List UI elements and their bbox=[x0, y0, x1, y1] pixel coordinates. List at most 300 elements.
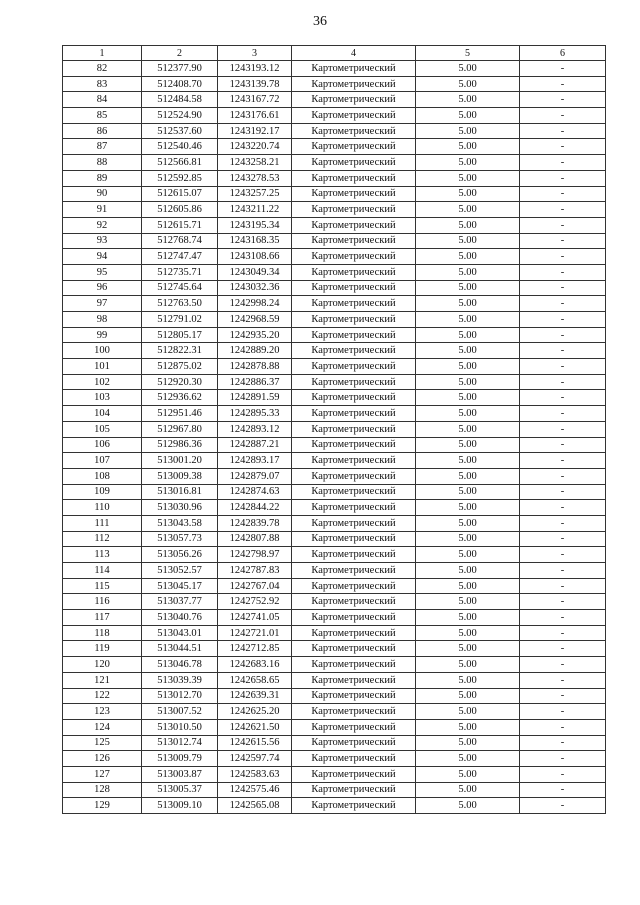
y-coordinate-cell: 1242807.88 bbox=[218, 531, 292, 547]
table-row bbox=[63, 531, 606, 547]
x-coordinate-cell: 512484.58 bbox=[142, 92, 218, 108]
method-cell: Картометрический bbox=[292, 343, 416, 359]
x-coordinate-cell: 512920.30 bbox=[142, 374, 218, 390]
method-cell: Картометрический bbox=[292, 390, 416, 406]
accuracy-cell: 5.00 bbox=[416, 296, 520, 312]
method-cell: Картометрический bbox=[292, 453, 416, 469]
accuracy-cell: 5.00 bbox=[416, 343, 520, 359]
point-number-cell: 109 bbox=[63, 484, 142, 500]
accuracy-cell: 5.00 bbox=[416, 672, 520, 688]
x-coordinate-cell: 513009.38 bbox=[142, 468, 218, 484]
note-cell: - bbox=[520, 468, 606, 484]
page-number: 36 bbox=[313, 14, 327, 29]
table-row bbox=[63, 186, 606, 202]
method-cell: Картометрический bbox=[292, 798, 416, 814]
note-cell: - bbox=[520, 421, 606, 437]
note-cell: - bbox=[520, 359, 606, 375]
x-coordinate-cell: 512747.47 bbox=[142, 249, 218, 265]
method-cell: Картометрический bbox=[292, 186, 416, 202]
accuracy-cell: 5.00 bbox=[416, 719, 520, 735]
accuracy-cell: 5.00 bbox=[416, 547, 520, 563]
point-number-cell: 83 bbox=[63, 76, 142, 92]
table-row bbox=[63, 359, 606, 375]
y-coordinate-cell: 1243139.78 bbox=[218, 76, 292, 92]
method-cell: Картометрический bbox=[292, 327, 416, 343]
note-cell: - bbox=[520, 390, 606, 406]
table-row bbox=[63, 735, 606, 751]
table-row bbox=[63, 76, 606, 92]
note-cell: - bbox=[520, 139, 606, 155]
method-cell: Картометрический bbox=[292, 359, 416, 375]
y-coordinate-cell: 1243176.61 bbox=[218, 108, 292, 124]
y-coordinate-cell: 1243032.36 bbox=[218, 280, 292, 296]
accuracy-cell: 5.00 bbox=[416, 233, 520, 249]
note-cell: - bbox=[520, 217, 606, 233]
accuracy-cell: 5.00 bbox=[416, 766, 520, 782]
note-cell: - bbox=[520, 688, 606, 704]
table-row bbox=[63, 406, 606, 422]
note-cell: - bbox=[520, 453, 606, 469]
point-number-cell: 122 bbox=[63, 688, 142, 704]
table-row bbox=[63, 515, 606, 531]
x-coordinate-cell: 512936.62 bbox=[142, 390, 218, 406]
table-row bbox=[63, 578, 606, 594]
coordinates-table bbox=[62, 45, 606, 814]
accuracy-cell: 5.00 bbox=[416, 437, 520, 453]
accuracy-cell: 5.00 bbox=[416, 531, 520, 547]
table-row bbox=[63, 421, 606, 437]
table-row bbox=[63, 798, 606, 814]
x-coordinate-cell: 513043.01 bbox=[142, 625, 218, 641]
accuracy-cell: 5.00 bbox=[416, 657, 520, 673]
x-coordinate-cell: 512822.31 bbox=[142, 343, 218, 359]
y-coordinate-cell: 1243168.35 bbox=[218, 233, 292, 249]
method-cell: Картометрический bbox=[292, 123, 416, 139]
note-cell: - bbox=[520, 484, 606, 500]
y-coordinate-cell: 1242798.97 bbox=[218, 547, 292, 563]
accuracy-cell: 5.00 bbox=[416, 563, 520, 579]
table-row bbox=[63, 123, 606, 139]
accuracy-cell: 5.00 bbox=[416, 515, 520, 531]
method-cell: Картометрический bbox=[292, 610, 416, 626]
note-cell: - bbox=[520, 76, 606, 92]
y-coordinate-cell: 1243257.25 bbox=[218, 186, 292, 202]
x-coordinate-cell: 512377.90 bbox=[142, 61, 218, 77]
x-coordinate-cell: 513010.50 bbox=[142, 719, 218, 735]
y-coordinate-cell: 1242935.20 bbox=[218, 327, 292, 343]
point-number-cell: 118 bbox=[63, 625, 142, 641]
accuracy-cell: 5.00 bbox=[416, 610, 520, 626]
y-coordinate-cell: 1242767.04 bbox=[218, 578, 292, 594]
accuracy-cell: 5.00 bbox=[416, 704, 520, 720]
table-row bbox=[63, 641, 606, 657]
note-cell: - bbox=[520, 343, 606, 359]
table-row bbox=[63, 594, 606, 610]
table-row bbox=[63, 155, 606, 171]
accuracy-cell: 5.00 bbox=[416, 374, 520, 390]
accuracy-cell: 5.00 bbox=[416, 641, 520, 657]
method-cell: Картометрический bbox=[292, 500, 416, 516]
table-row bbox=[63, 563, 606, 579]
y-coordinate-cell: 1242887.21 bbox=[218, 437, 292, 453]
accuracy-cell: 5.00 bbox=[416, 688, 520, 704]
point-number-cell: 89 bbox=[63, 170, 142, 186]
x-coordinate-cell: 512537.60 bbox=[142, 123, 218, 139]
table-row bbox=[63, 92, 606, 108]
point-number-cell: 114 bbox=[63, 563, 142, 579]
table-row bbox=[63, 657, 606, 673]
note-cell: - bbox=[520, 798, 606, 814]
x-coordinate-cell: 513030.96 bbox=[142, 500, 218, 516]
y-coordinate-cell: 1242741.05 bbox=[218, 610, 292, 626]
table-row bbox=[63, 484, 606, 500]
method-cell: Картометрический bbox=[292, 484, 416, 500]
accuracy-cell: 5.00 bbox=[416, 170, 520, 186]
accuracy-cell: 5.00 bbox=[416, 500, 520, 516]
accuracy-cell: 5.00 bbox=[416, 594, 520, 610]
accuracy-cell: 5.00 bbox=[416, 155, 520, 171]
point-number-cell: 116 bbox=[63, 594, 142, 610]
y-coordinate-cell: 1243049.34 bbox=[218, 264, 292, 280]
accuracy-cell: 5.00 bbox=[416, 186, 520, 202]
accuracy-cell: 5.00 bbox=[416, 312, 520, 328]
x-coordinate-cell: 512566.81 bbox=[142, 155, 218, 171]
x-coordinate-cell: 513045.17 bbox=[142, 578, 218, 594]
table-row bbox=[63, 782, 606, 798]
method-cell: Картометрический bbox=[292, 296, 416, 312]
point-number-cell: 107 bbox=[63, 453, 142, 469]
note-cell: - bbox=[520, 312, 606, 328]
table-row bbox=[63, 390, 606, 406]
method-cell: Картометрический bbox=[292, 76, 416, 92]
point-number-cell: 87 bbox=[63, 139, 142, 155]
accuracy-cell: 5.00 bbox=[416, 735, 520, 751]
method-cell: Картометрический bbox=[292, 641, 416, 657]
y-coordinate-cell: 1242874.63 bbox=[218, 484, 292, 500]
point-number-cell: 129 bbox=[63, 798, 142, 814]
table-row bbox=[63, 139, 606, 155]
table-header-row bbox=[63, 46, 606, 61]
x-coordinate-cell: 512408.70 bbox=[142, 76, 218, 92]
y-coordinate-cell: 1242844.22 bbox=[218, 500, 292, 516]
note-cell: - bbox=[520, 782, 606, 798]
x-coordinate-cell: 512615.71 bbox=[142, 217, 218, 233]
point-number-cell: 108 bbox=[63, 468, 142, 484]
table-row bbox=[63, 202, 606, 218]
note-cell: - bbox=[520, 406, 606, 422]
table-row bbox=[63, 343, 606, 359]
note-cell: - bbox=[520, 374, 606, 390]
table-row bbox=[63, 327, 606, 343]
accuracy-cell: 5.00 bbox=[416, 202, 520, 218]
point-number-cell: 128 bbox=[63, 782, 142, 798]
y-coordinate-cell: 1242597.74 bbox=[218, 751, 292, 767]
table-row bbox=[63, 249, 606, 265]
table-row bbox=[63, 610, 606, 626]
method-cell: Картометрический bbox=[292, 735, 416, 751]
note-cell: - bbox=[520, 625, 606, 641]
note-cell: - bbox=[520, 704, 606, 720]
table-row bbox=[63, 61, 606, 77]
method-cell: Картометрический bbox=[292, 421, 416, 437]
method-cell: Картометрический bbox=[292, 468, 416, 484]
accuracy-cell: 5.00 bbox=[416, 406, 520, 422]
header-cell-col-6: 6 bbox=[520, 46, 606, 61]
x-coordinate-cell: 512605.86 bbox=[142, 202, 218, 218]
accuracy-cell: 5.00 bbox=[416, 484, 520, 500]
x-coordinate-cell: 512875.02 bbox=[142, 359, 218, 375]
note-cell: - bbox=[520, 563, 606, 579]
method-cell: Картометрический bbox=[292, 547, 416, 563]
table-row bbox=[63, 280, 606, 296]
note-cell: - bbox=[520, 249, 606, 265]
method-cell: Картометрический bbox=[292, 515, 416, 531]
x-coordinate-cell: 513005.37 bbox=[142, 782, 218, 798]
note-cell: - bbox=[520, 186, 606, 202]
y-coordinate-cell: 1242893.12 bbox=[218, 421, 292, 437]
table-row bbox=[63, 625, 606, 641]
x-coordinate-cell: 512951.46 bbox=[142, 406, 218, 422]
x-coordinate-cell: 512540.46 bbox=[142, 139, 218, 155]
x-coordinate-cell: 512986.36 bbox=[142, 437, 218, 453]
x-coordinate-cell: 512805.17 bbox=[142, 327, 218, 343]
note-cell: - bbox=[520, 515, 606, 531]
note-cell: - bbox=[520, 531, 606, 547]
accuracy-cell: 5.00 bbox=[416, 76, 520, 92]
accuracy-cell: 5.00 bbox=[416, 123, 520, 139]
accuracy-cell: 5.00 bbox=[416, 264, 520, 280]
x-coordinate-cell: 513052.57 bbox=[142, 563, 218, 579]
method-cell: Картометрический bbox=[292, 704, 416, 720]
header-cell-col-3: 3 bbox=[218, 46, 292, 61]
method-cell: Картометрический bbox=[292, 751, 416, 767]
table-row bbox=[63, 468, 606, 484]
note-cell: - bbox=[520, 578, 606, 594]
table-row bbox=[63, 296, 606, 312]
x-coordinate-cell: 513003.87 bbox=[142, 766, 218, 782]
note-cell: - bbox=[520, 672, 606, 688]
y-coordinate-cell: 1242886.37 bbox=[218, 374, 292, 390]
note-cell: - bbox=[520, 327, 606, 343]
accuracy-cell: 5.00 bbox=[416, 280, 520, 296]
y-coordinate-cell: 1243258.21 bbox=[218, 155, 292, 171]
table-row bbox=[63, 547, 606, 563]
x-coordinate-cell: 512763.50 bbox=[142, 296, 218, 312]
accuracy-cell: 5.00 bbox=[416, 390, 520, 406]
accuracy-cell: 5.00 bbox=[416, 327, 520, 343]
method-cell: Картометрический bbox=[292, 719, 416, 735]
x-coordinate-cell: 512967.80 bbox=[142, 421, 218, 437]
x-coordinate-cell: 512592.85 bbox=[142, 170, 218, 186]
x-coordinate-cell: 513037.77 bbox=[142, 594, 218, 610]
point-number-cell: 119 bbox=[63, 641, 142, 657]
method-cell: Картометрический bbox=[292, 672, 416, 688]
header-cell-col-4: 4 bbox=[292, 46, 416, 61]
point-number-cell: 112 bbox=[63, 531, 142, 547]
table-row bbox=[63, 108, 606, 124]
method-cell: Картометрический bbox=[292, 578, 416, 594]
point-number-cell: 113 bbox=[63, 547, 142, 563]
point-number-cell: 96 bbox=[63, 280, 142, 296]
point-number-cell: 120 bbox=[63, 657, 142, 673]
method-cell: Картометрический bbox=[292, 264, 416, 280]
table-row bbox=[63, 312, 606, 328]
method-cell: Картометрический bbox=[292, 202, 416, 218]
y-coordinate-cell: 1242683.16 bbox=[218, 657, 292, 673]
y-coordinate-cell: 1242712.85 bbox=[218, 641, 292, 657]
y-coordinate-cell: 1242721.01 bbox=[218, 625, 292, 641]
x-coordinate-cell: 513012.70 bbox=[142, 688, 218, 704]
table-row bbox=[63, 374, 606, 390]
point-number-cell: 111 bbox=[63, 515, 142, 531]
method-cell: Картометрический bbox=[292, 766, 416, 782]
note-cell: - bbox=[520, 594, 606, 610]
note-cell: - bbox=[520, 735, 606, 751]
method-cell: Картометрический bbox=[292, 688, 416, 704]
method-cell: Картометрический bbox=[292, 61, 416, 77]
x-coordinate-cell: 512524.90 bbox=[142, 108, 218, 124]
note-cell: - bbox=[520, 610, 606, 626]
note-cell: - bbox=[520, 233, 606, 249]
accuracy-cell: 5.00 bbox=[416, 751, 520, 767]
method-cell: Картометрический bbox=[292, 437, 416, 453]
method-cell: Картометрический bbox=[292, 139, 416, 155]
y-coordinate-cell: 1243193.12 bbox=[218, 61, 292, 77]
point-number-cell: 85 bbox=[63, 108, 142, 124]
note-cell: - bbox=[520, 155, 606, 171]
accuracy-cell: 5.00 bbox=[416, 359, 520, 375]
y-coordinate-cell: 1242615.56 bbox=[218, 735, 292, 751]
method-cell: Картометрический bbox=[292, 92, 416, 108]
y-coordinate-cell: 1242839.78 bbox=[218, 515, 292, 531]
y-coordinate-cell: 1242968.59 bbox=[218, 312, 292, 328]
table-row bbox=[63, 233, 606, 249]
point-number-cell: 115 bbox=[63, 578, 142, 594]
note-cell: - bbox=[520, 264, 606, 280]
table-row bbox=[63, 719, 606, 735]
table-row bbox=[63, 766, 606, 782]
point-number-cell: 99 bbox=[63, 327, 142, 343]
y-coordinate-cell: 1242621.50 bbox=[218, 719, 292, 735]
point-number-cell: 126 bbox=[63, 751, 142, 767]
y-coordinate-cell: 1243167.72 bbox=[218, 92, 292, 108]
point-number-cell: 125 bbox=[63, 735, 142, 751]
table-row bbox=[63, 437, 606, 453]
note-cell: - bbox=[520, 719, 606, 735]
point-number-cell: 92 bbox=[63, 217, 142, 233]
table-row bbox=[63, 217, 606, 233]
accuracy-cell: 5.00 bbox=[416, 468, 520, 484]
accuracy-cell: 5.00 bbox=[416, 421, 520, 437]
point-number-cell: 90 bbox=[63, 186, 142, 202]
note-cell: - bbox=[520, 170, 606, 186]
x-coordinate-cell: 512791.02 bbox=[142, 312, 218, 328]
y-coordinate-cell: 1242878.88 bbox=[218, 359, 292, 375]
x-coordinate-cell: 513007.52 bbox=[142, 704, 218, 720]
y-coordinate-cell: 1243195.34 bbox=[218, 217, 292, 233]
method-cell: Картометрический bbox=[292, 233, 416, 249]
header-cell-col-2: 2 bbox=[142, 46, 218, 61]
note-cell: - bbox=[520, 280, 606, 296]
table-row bbox=[63, 170, 606, 186]
method-cell: Картометрический bbox=[292, 280, 416, 296]
y-coordinate-cell: 1242879.07 bbox=[218, 468, 292, 484]
method-cell: Картометрический bbox=[292, 406, 416, 422]
note-cell: - bbox=[520, 766, 606, 782]
y-coordinate-cell: 1242583.63 bbox=[218, 766, 292, 782]
y-coordinate-cell: 1243192.17 bbox=[218, 123, 292, 139]
y-coordinate-cell: 1243220.74 bbox=[218, 139, 292, 155]
point-number-cell: 101 bbox=[63, 359, 142, 375]
method-cell: Картометрический bbox=[292, 374, 416, 390]
point-number-cell: 104 bbox=[63, 406, 142, 422]
method-cell: Картометрический bbox=[292, 170, 416, 186]
point-number-cell: 86 bbox=[63, 123, 142, 139]
point-number-cell: 93 bbox=[63, 233, 142, 249]
x-coordinate-cell: 513009.10 bbox=[142, 798, 218, 814]
y-coordinate-cell: 1242895.33 bbox=[218, 406, 292, 422]
x-coordinate-cell: 513043.58 bbox=[142, 515, 218, 531]
note-cell: - bbox=[520, 751, 606, 767]
x-coordinate-cell: 513044.51 bbox=[142, 641, 218, 657]
y-coordinate-cell: 1242565.08 bbox=[218, 798, 292, 814]
x-coordinate-cell: 513046.78 bbox=[142, 657, 218, 673]
point-number-cell: 91 bbox=[63, 202, 142, 218]
note-cell: - bbox=[520, 61, 606, 77]
point-number-cell: 102 bbox=[63, 374, 142, 390]
table-row bbox=[63, 672, 606, 688]
note-cell: - bbox=[520, 641, 606, 657]
x-coordinate-cell: 512745.64 bbox=[142, 280, 218, 296]
table-row bbox=[63, 751, 606, 767]
accuracy-cell: 5.00 bbox=[416, 782, 520, 798]
note-cell: - bbox=[520, 296, 606, 312]
point-number-cell: 88 bbox=[63, 155, 142, 171]
method-cell: Картометрический bbox=[292, 249, 416, 265]
note-cell: - bbox=[520, 437, 606, 453]
table-row bbox=[63, 704, 606, 720]
y-coordinate-cell: 1242625.20 bbox=[218, 704, 292, 720]
y-coordinate-cell: 1242752.92 bbox=[218, 594, 292, 610]
method-cell: Картометрический bbox=[292, 108, 416, 124]
point-number-cell: 127 bbox=[63, 766, 142, 782]
point-number-cell: 117 bbox=[63, 610, 142, 626]
note-cell: - bbox=[520, 123, 606, 139]
y-coordinate-cell: 1242575.46 bbox=[218, 782, 292, 798]
x-coordinate-cell: 512768.74 bbox=[142, 233, 218, 249]
method-cell: Картометрический bbox=[292, 625, 416, 641]
accuracy-cell: 5.00 bbox=[416, 139, 520, 155]
point-number-cell: 105 bbox=[63, 421, 142, 437]
x-coordinate-cell: 513012.74 bbox=[142, 735, 218, 751]
method-cell: Картометрический bbox=[292, 782, 416, 798]
y-coordinate-cell: 1242889.20 bbox=[218, 343, 292, 359]
accuracy-cell: 5.00 bbox=[416, 249, 520, 265]
point-number-cell: 103 bbox=[63, 390, 142, 406]
x-coordinate-cell: 513009.79 bbox=[142, 751, 218, 767]
point-number-cell: 124 bbox=[63, 719, 142, 735]
point-number-cell: 123 bbox=[63, 704, 142, 720]
x-coordinate-cell: 513056.26 bbox=[142, 547, 218, 563]
point-number-cell: 110 bbox=[63, 500, 142, 516]
y-coordinate-cell: 1242998.24 bbox=[218, 296, 292, 312]
table-row bbox=[63, 453, 606, 469]
y-coordinate-cell: 1242891.59 bbox=[218, 390, 292, 406]
x-coordinate-cell: 513001.20 bbox=[142, 453, 218, 469]
method-cell: Картометрический bbox=[292, 657, 416, 673]
point-number-cell: 82 bbox=[63, 61, 142, 77]
x-coordinate-cell: 513039.39 bbox=[142, 672, 218, 688]
